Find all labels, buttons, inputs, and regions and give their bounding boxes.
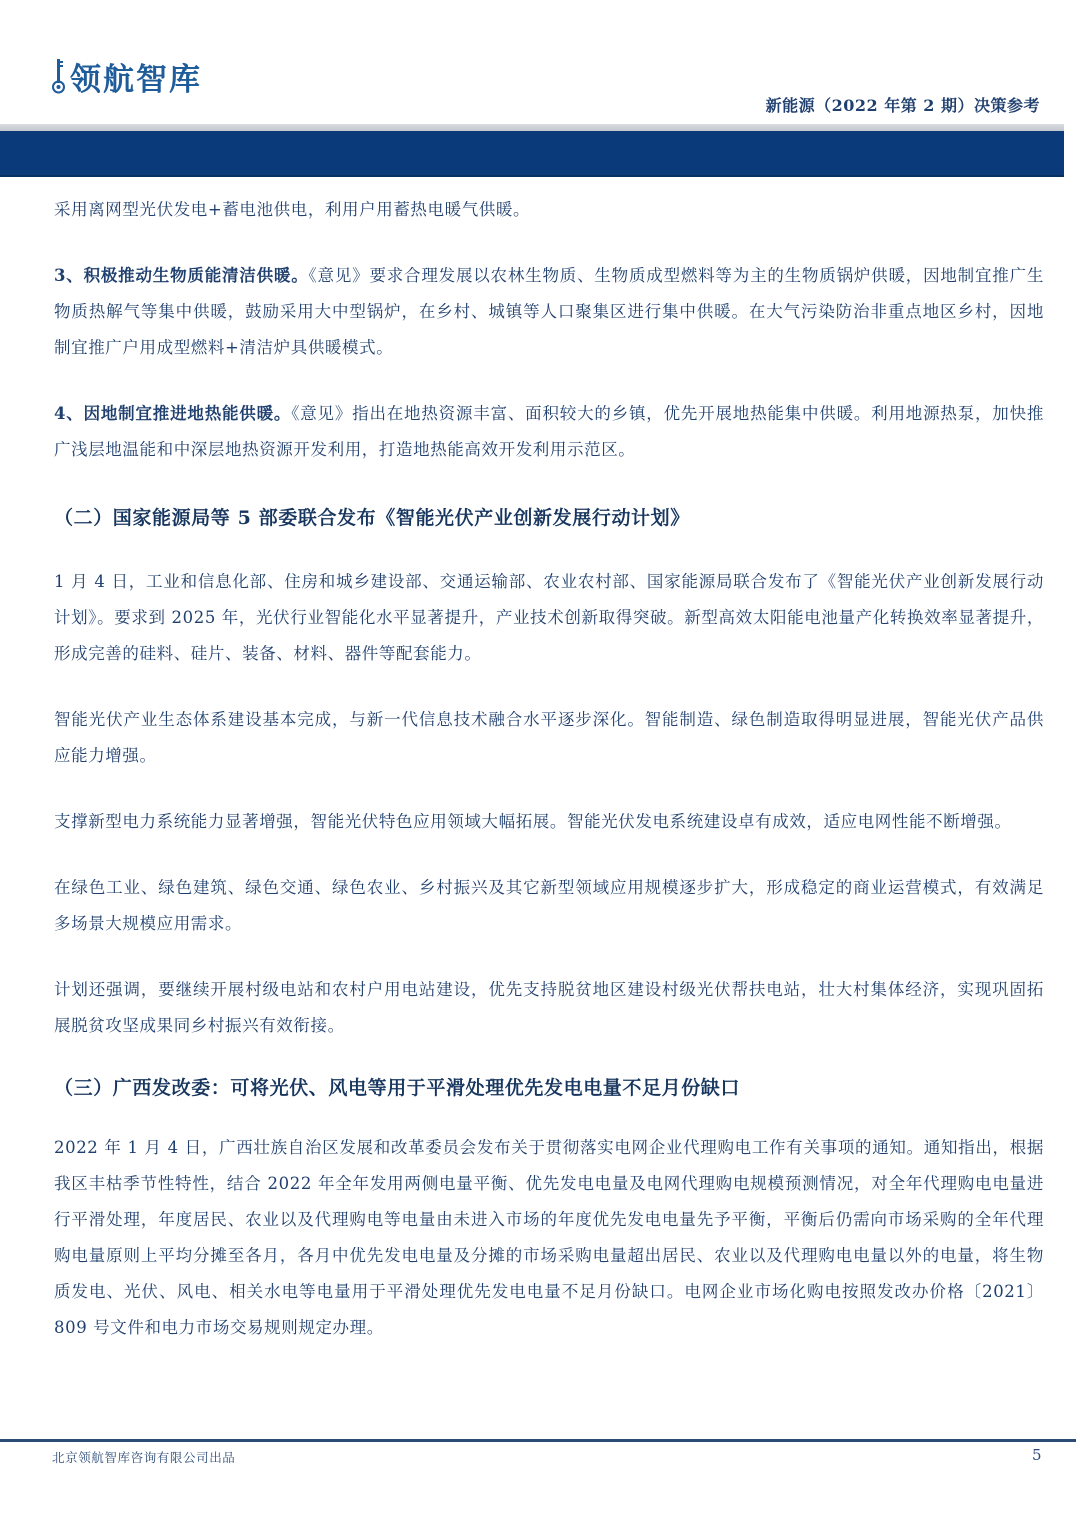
section-heading: （三）广西发改委：可将光伏、风电等用于平滑处理优先发电电量不足月份缺口 <box>54 1077 741 1099</box>
paragraph: 2022 年 1 月 4 日，广西壮族自治区发展和改革委员会发布关于贯彻落实电网企业代理购电工作有关事项的通知。通知指出，根据我区丰枯季节性特性，结合 2022 年全年发用两侧电量平衡、优先发电电量及电网代理购电规模预测情况，对全年代理购电电量进行平滑处理，年度居民、农业以及代理购电等电量由未进入市场的年度优先发电电量先予平衡，平衡后仍需向市场采购的全年代理购电量原则上平均分摊至各月，各月中优先发电电量及分摊的市场采购电量超出居民、农业以及代理购电电量以外的电量，将生物质发电、光伏、风电、相关水电等电量用于平滑处理优先发电电量不足月份缺口。电网企业市场化购电按照发改办价格〔2021〕809 号文件和电力市场交易规则规定办理。 <box>54 1138 1044 1337</box>
paragraph-lead: 3、积极推动生物质能清洁供暖。 <box>54 266 309 285</box>
document-body <box>54 192 1044 1346</box>
issue-title: 新能源（2022 年第 2 期）决策参考 <box>765 96 1040 115</box>
paragraph-geothermal <box>54 396 1044 468</box>
paragraph: 智能光伏产业生态体系建设基本完成，与新一代信息技术融合水平逐步深化。智能制造、绿色制造取得明显进展，智能光伏产品供应能力增强。 <box>54 710 1044 765</box>
paragraph: 计划还强调，要继续开展村级电站和农村户用电站建设，优先支持脱贫地区建设村级光伏帮扶电站，壮大村集体经济，实现巩固拓展脱贫攻坚成果同乡村振兴有效衔接。 <box>54 980 1044 1035</box>
page-number: 5 <box>1032 1446 1042 1464</box>
paragraph: 在绿色工业、绿色建筑、绿色交通、绿色农业、乡村振兴及其它新型领域应用规模逐步扩大，形成稳定的商业运营模式，有效满足多场景大规模应用需求。 <box>54 878 1044 933</box>
paragraph: 支撑新型电力系统能力显著增强，智能光伏特色应用领域大幅拓展。智能光伏发电系统建设卓有成效，适应电网性能不断增强。 <box>54 812 1012 831</box>
footer-divider <box>0 1439 1076 1442</box>
paragraph: 采用离网型光伏发电+蓄电池供电，利用户用蓄热电暖气供暖。 <box>54 200 531 219</box>
header-band-shadow <box>0 124 1064 131</box>
paragraph-text: 《意见》指出在地热资源丰富、面积较大的乡镇，优先开展地热能集中供暖。利用地源热泵，加快推广浅层地温能和中深层地热资源开发利用，打造地热能高效开发利用示范区。 <box>54 404 1044 459</box>
brand-logo <box>52 54 202 98</box>
brand-name: 领航智库 <box>70 61 202 98</box>
paragraph-text: 《意见》要求合理发展以农林生物质、生物质成型燃料等为主的生物质锅炉供暖，因地制宜推广生物质热解气等集中供暖，鼓励采用大中型锅炉，在乡村、城镇等人口聚集区进行集中供暖。在大气污染防治非重点地区乡村，因地制宜推广户用成型燃料+清洁炉具供暖模式。 <box>54 266 1044 357</box>
section-heading: （二）国家能源局等 5 部委联合发布《智能光伏产业创新发展行动计划》 <box>54 507 690 529</box>
paragraph-biomass <box>54 258 1044 366</box>
footer-publisher: 北京领航智库咨询有限公司出品 <box>52 1450 236 1465</box>
paragraph: 1 月 4 日，工业和信息化部、住房和城乡建设部、交通运输部、农业农村部、国家能源局联合发布了《智能光伏产业创新发展行动计划》。要求到 2025 年，光伏行业智能化水平显著提升，产业技术创新取得突破。新型高效太阳能电池量产化转换效率显著提升，形成完善的硅料、硅片、装备、材料、器件等配套能力。 <box>54 572 1044 663</box>
header-band <box>0 131 1064 177</box>
key-icon <box>52 58 66 94</box>
paragraph-lead: 4、因地制宜推进地热能供暖。 <box>54 404 292 423</box>
